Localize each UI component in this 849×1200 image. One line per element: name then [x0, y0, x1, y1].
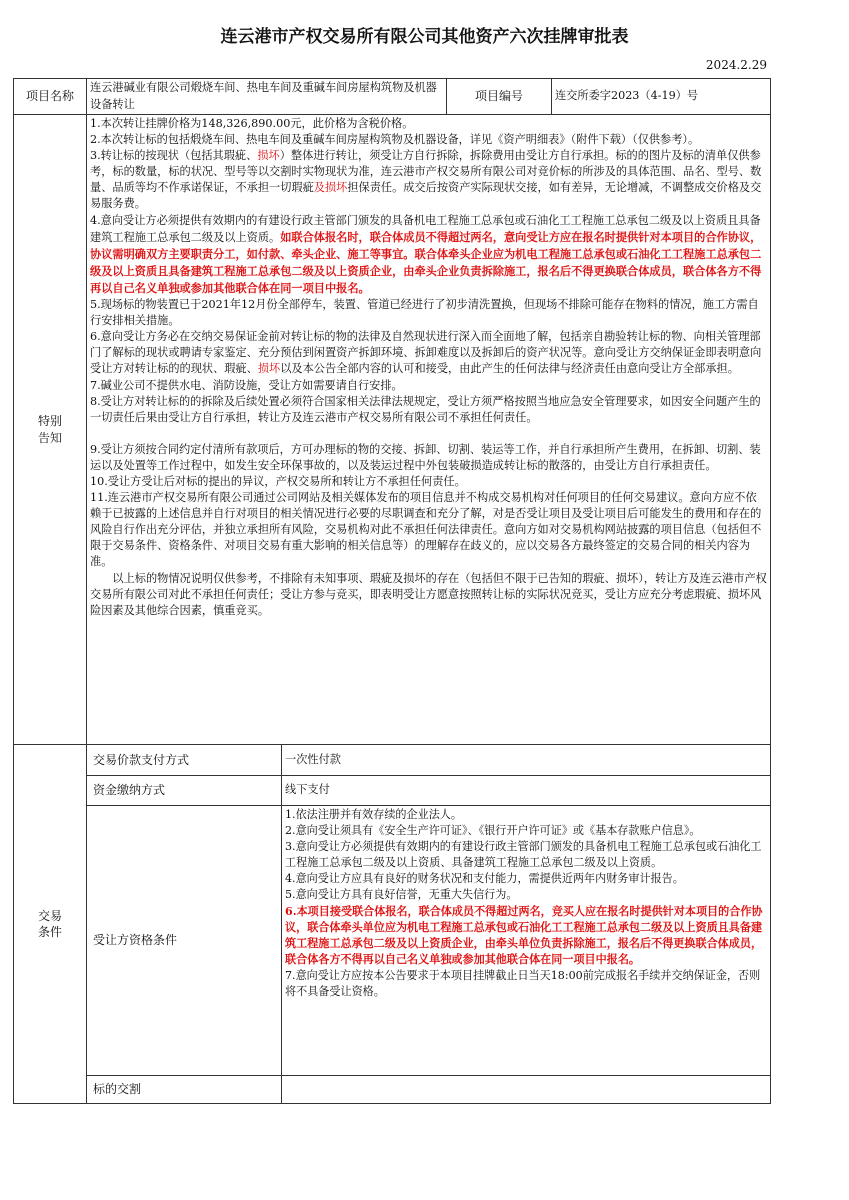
notice-item-5: 5.现场标的物装置已于2021年12月份全部停车，装置、管道已经进行了初步清洗置换，但现场不排除可能存在物料的情况，施工方需自行安排相关措施。	[90, 298, 759, 328]
payment-method-label: 交易价款支付方式	[87, 745, 282, 776]
notice-item-8: 8.受让方对转让标的的拆除及后续处置必须符合国家相关法律法规规定，受让方须严格按照当地应急安全管理要求，如因安全问题产生的一切责任后果由受让方自行承担，转让方及连云港市产权交易所有限公司不承担任何责任。	[90, 394, 761, 424]
notice-item-10: 10.受让方受让后对标的提出的异议，产权交易所和转让方不承担任何责任。	[90, 474, 466, 488]
qual-item-4: 4.意向受让方应具有良好的财务状况和支付能力，需提供近两年内财务审计报告。	[285, 872, 684, 886]
notice-item-2: 2.本次转让标的包括煅烧车间、热电车间及重碱车间房屋构筑物及机器设备，详见《资产明细表》（附件下载）（仅供参考）。	[90, 133, 700, 147]
qual-item-7: 7.意向受让方应按本公告要求于本项目挂牌截止日当天18:00前完成报名手续并交纳保证金，否则将不具备受让资格。	[285, 968, 761, 999]
qual-item-5: 5.意向受让方具有良好信誉，无重大失信行为。	[285, 888, 518, 902]
deposit-method-value: 线下支付	[282, 776, 771, 806]
payment-method-value: 一次性付款	[282, 745, 771, 776]
payment-row	[14, 745, 771, 776]
handover-row	[14, 1076, 771, 1104]
approval-table	[13, 78, 771, 1104]
notice-label-line-1: 特别	[37, 414, 62, 429]
notice-content	[87, 115, 771, 745]
notice-item-9: 9.受让方须按合同约定付清所有款项后，方可办理标的物的交接、拆卸、切割、装运等工作，并自行承担所产生费用，在拆卸、切割、装运以及处置等工作过程中，如发生安全环保事故的，以及装运过程中外包装破损造成转让标的散落的，由受让方自行承担责任。	[90, 442, 761, 472]
handover-label: 标的交割	[87, 1076, 282, 1104]
trade-label-line-2: 条件	[37, 925, 62, 939]
qual-item-1: 1.依法注册并有效存续的企业法人。	[285, 808, 462, 821]
notice-item-11: 11.连云港市产权交易所有限公司通过公司网站及相关媒体发布的项目信息并不构成交易机构对任何项目的任何交易建议。意向方应不依赖于已披露的上述信息并自行对项目的相关情况进行必要的尽职调查和充分了解，对是否受让项目及受让项目后可能发生的费用和存在的风险自行作出充分评估，并独立承担所有风险，交易机构对此不承担任何法律责任。意向方如对交易机构网站披露的项目信息（包括但不限于交易条件、资格条件、对项目交易有重大影响的相关信息等）的理解存在歧义的，应以交易各方最终签定的交易合同的相关内容为准。	[90, 491, 762, 569]
notice-item-3: 3.转让标的按现状（包括其瑕疵、损坏）整体进行转让，须受让方自行拆除，拆除费用由受让方自行承担。标的的图片及标的清单仅供参考，标的数量，标的状况、型号等以交割时实物现状为准，连云港市产权交易所有限公司对竞价标的所涉及的具体范围、品名、型号、数量、品质等均不作承诺保证，不承担一切瑕疵及损坏担保责任。成交后按资产实际现状交接，如有差异，无论增减，不调整成交价格及交易服务费。	[90, 149, 762, 211]
project-name-label: 项目名称	[14, 79, 87, 115]
project-name-value: 连云港碱业有限公司煅烧车间、热电车间及重碱车间房屋构筑物及机器设备转让	[87, 79, 447, 115]
notice-item-4: 4.意向受让方必须提供有效期内的有建设行政主管部门颁发的具备机电工程施工总承包或石油化工工程施工总承包二级及以上资质且具备建筑工程施工总承包二级及以上资质。如联合体报名时，联合体成员不得超过两名，意向受让方应在报名时提供针对本项目的合作协议，协议需明确双方主要职责分工，如付款、牵头企业、施工等事宜。联合体牵头企业应为机电工程施工总承包或石油化工工程施工总承包二级及以上资质且具备建筑工程施工总承包二级及以上资质企业，由牵头企业负责拆除施工，报名后不得更换联合体成员，联合体各方不得再以自己名义单独或参加其他联合体在同一项目中报名。	[90, 213, 762, 295]
notice-row	[14, 115, 771, 745]
notice-item-1: 1.本次转让挂牌价格为148,326,890.00元，此价格为含税价格。	[90, 117, 414, 130]
trade-label-line-1: 交易	[37, 908, 62, 923]
notice-item-7: 7.碱业公司不提供水电、消防设施，受让方如需要请自行安排。	[90, 378, 403, 392]
notice-label-line-2: 告知	[37, 430, 62, 445]
qual-item-6: 6.本项目接受联合体报名，联合体成员不得超过两名，竞买人应在报名时提供针对本项目的合作协议，联合体牵头单位应为机电工程施工总承包或石油化工工程施工总承包二级及以上资质且具备建筑工程施工总承包二级及以上资质企业，由牵头单位负责拆除施工，报名后不得更换联合体成员，联合体各方不得再以自己名义单独或参加其他联合体在同一项目中报名。	[285, 904, 763, 966]
project-code-label: 项目编号	[447, 79, 552, 115]
qualification-content	[282, 806, 771, 1076]
qual-item-3: 3.意向受让方必须提供有效期内的有建设行政主管部门颁发的具备机电工程施工总承包或石油化工工程施工总承包二级及以上资质、具备建筑工程施工总承包二级及以上资质。	[285, 840, 762, 870]
notice-label	[14, 115, 87, 745]
project-row	[14, 79, 771, 115]
document-title: 连云港市产权交易所有限公司其他资产六次挂牌审批表	[220, 27, 629, 47]
notice-item-6: 6.意向受让方务必在交纳交易保证金前对转让标的物的法律及自然现状进行深入而全面地了解，包括亲自勘验转让标的物、向相关管理部门了解标的现状或聘请专家鉴定、充分预估到闲置资产拆卸环境、拆卸难度以及拆卸后的资产状况等。意向受让方交纳保证金即表明意向受让方对转让标的的现状、瑕疵、损坏以及本公告全部内容的认可和接受，由此产生的任何法律与经济责任由意向受让方全部承担。	[90, 330, 762, 376]
qualification-row	[14, 806, 771, 1076]
qual-item-2: 2.意向受让须具有《安全生产许可证》、《银行开户许可证》或《基本存款账户信息》。	[285, 824, 701, 838]
notice-closing: 以上标的物情况说明仅供参考，不排除有未知事项、瑕疵及损坏的存在（包括但不限于已告知的瑕疵、损坏），转让方及连云港市产权交易所有限公司对此不承担任何责任；受让方参与竞买，即表明受让方愿意按照转让标的实际状况竞买，受让方应充分考虑瑕疵、损坏风险因素及其他综合因素，慎重竞买。	[90, 571, 767, 617]
document-date: 2024.2.29	[705, 58, 767, 72]
handover-value	[282, 1076, 771, 1104]
trade-conditions-label	[14, 745, 87, 1104]
project-code-value: 连交所委字2023（4-19）号	[552, 79, 771, 115]
deposit-method-label: 资金缴纳方式	[87, 776, 282, 806]
deposit-row	[14, 776, 771, 806]
qualification-label: 受让方资格条件	[87, 806, 282, 1076]
